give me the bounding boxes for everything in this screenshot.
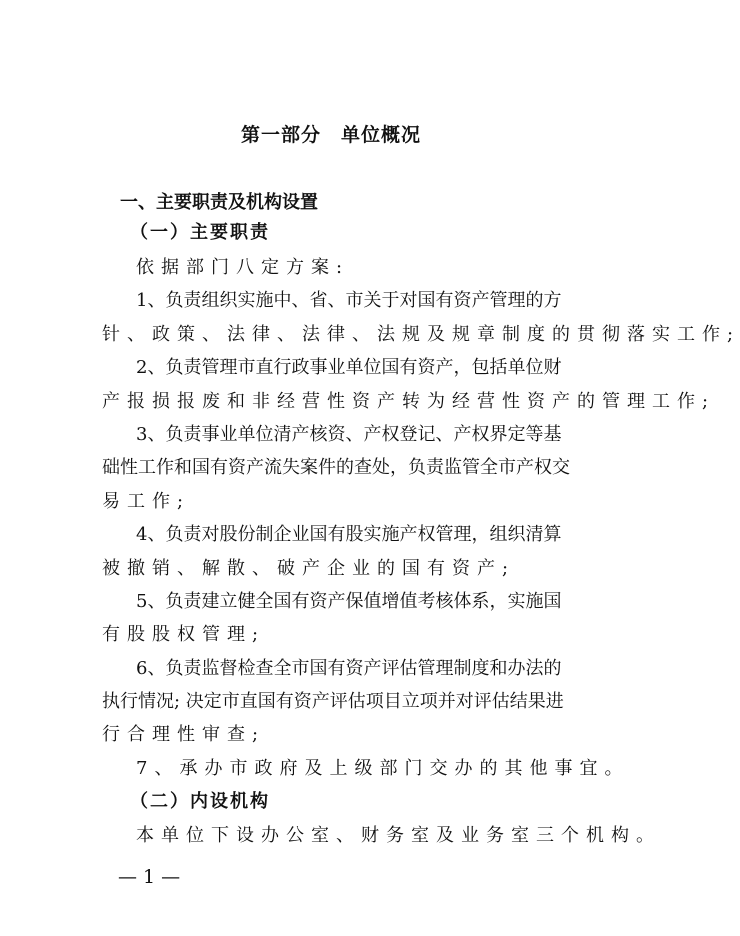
duty-4-line: 4、负责对股份制企业国有股实施产权管理，组织清算: [136, 524, 562, 546]
duty-2-line: 产报损报废和非经营性资产转为经营性资产的管理工作;: [102, 390, 716, 412]
duty-4-line: 被撤销、解散、破产企业的国有资产;: [102, 557, 516, 579]
duty-1-line: 1、负责组织实施中、省、市关于对国有资产管理的方: [136, 290, 562, 312]
duty-6-line: 行合理性审查;: [102, 724, 266, 746]
duty-7-line: 7、承办市政府及上级部门交办的其他事宜。: [136, 757, 630, 779]
section-heading: 一、主要职责及机构设置: [120, 192, 318, 213]
duty-1-line: 针、政策、法律、法律、法规及规章制度的贯彻落实工作;: [102, 323, 740, 345]
duty-5-line: 有股股权管理;: [102, 624, 266, 646]
page-number: — 1 —: [118, 866, 181, 888]
duty-3-line: 易工作;: [102, 490, 191, 512]
duty-3-line: 础性工作和国有资产流失案件的查处，负责监管全市产权交: [102, 457, 570, 479]
duty-6-line: 6、负责监督检查全市国有资产评估管理制度和办法的: [136, 657, 562, 679]
intro-text: 依据部门八定方案:: [136, 257, 350, 278]
duty-6-line: 执行情况; 决定市直国有资产评估项目立项并对评估结果进: [102, 691, 564, 713]
departments-text: 本单位下设办公室、财务室及业务室三个机构。: [136, 824, 661, 846]
duty-3-line: 3、负责事业单位清产核资、产权登记、产权界定等基: [136, 423, 562, 445]
duty-2-line: 2、负责管理市直行政事业单位国有资产，包括单位财: [136, 357, 562, 379]
subsection-heading-departments: （二）内设机构: [130, 791, 270, 813]
page-title: 第一部分 单位概况: [240, 124, 421, 146]
document-body: [102, 251, 740, 852]
duty-5-line: 5、负责建立健全国有资产保值增值考核体系，实施国: [136, 590, 562, 612]
subsection-heading-duties: （一）主要职责: [130, 222, 270, 243]
